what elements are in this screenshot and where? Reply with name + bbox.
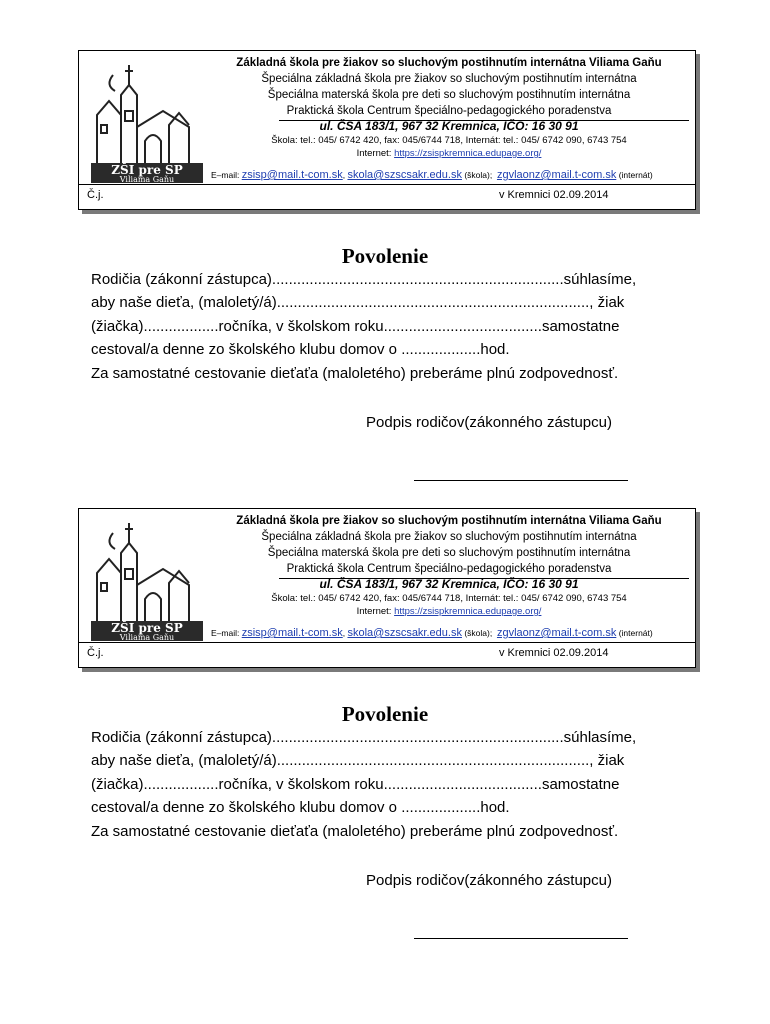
form-line-5: Za samostatné cestovanie dieťaťa (maloletého) preberáme plnú zodpovednosť. bbox=[91, 364, 619, 382]
school-church-logo-icon bbox=[85, 55, 205, 183]
divider bbox=[79, 642, 695, 643]
permission-form-copy-1 bbox=[0, 0, 770, 456]
form-line-3: (žiačka)..................ročníka, v školskom roku......................................samostatne bbox=[91, 775, 620, 793]
svg-text:ZŠI pre SP: ZŠI pre SP bbox=[111, 163, 183, 177]
email-link-3[interactable]: zgvlaonz@mail.t-com.sk bbox=[496, 169, 617, 181]
letterhead-text bbox=[209, 513, 689, 618]
school-phones: Škola: tel.: 045/ 6742 420, fax: 045/6744 718, Internát: tel.: 045/ 6742 090, 6743 754 bbox=[271, 593, 627, 604]
school-address: ul. ČSA 183/1, 967 32 Kremnica, IČO: 16 30 91 bbox=[319, 119, 579, 133]
form-line-2: aby naše dieťa, (maloletý/á)..........................................................................., žiak bbox=[91, 294, 625, 312]
school-internet: Internet: https://zsispkremnica.edupage.org/ bbox=[356, 148, 542, 159]
email-link-2[interactable]: skola@szscsakr.edu.sk bbox=[347, 169, 462, 181]
form-body bbox=[91, 726, 691, 843]
email-link-3[interactable]: zgvlaonz@mail.t-com.sk bbox=[496, 627, 617, 639]
letterhead-box bbox=[78, 508, 696, 668]
svg-text:ZŠI pre SP: ZŠI pre SP bbox=[111, 621, 183, 635]
school-church-logo-icon bbox=[85, 513, 205, 641]
divider bbox=[279, 578, 689, 579]
school-phones: Škola: tel.: 045/ 6742 420, fax: 045/6744 718, Internát: tel.: 045/ 6742 090, 6743 754 bbox=[271, 135, 627, 146]
form-body bbox=[91, 268, 691, 385]
form-title: Povolenie bbox=[341, 244, 429, 268]
email-link-1[interactable]: zsisp@mail.t-com.sk bbox=[241, 169, 343, 181]
letterhead-box bbox=[78, 50, 696, 210]
form-line-1: Rodičia (zákonní zástupca)......................................................................súhlasíme, bbox=[91, 729, 637, 746]
letterhead-text bbox=[209, 55, 689, 160]
divider bbox=[79, 184, 695, 185]
permission-form-copy-2 bbox=[0, 458, 770, 914]
form-line-1: Rodičia (zákonní zástupca)......................................................................súhlasíme, bbox=[91, 271, 637, 288]
school-address: ul. ČSA 183/1, 967 32 Kremnica, IČO: 16 30 91 bbox=[319, 577, 579, 591]
school-name: Základná škola pre žiakov so sluchovým postihnutím internátna Viliama Gaňu bbox=[236, 57, 662, 69]
document-date: v Kremnici 02.09.2014 bbox=[499, 189, 609, 201]
school-line-4: Praktická škola Centrum špeciálno-pedagogického poradenstva bbox=[286, 105, 612, 117]
signature-label: Podpis rodičov(zákonného zástupcu) bbox=[366, 414, 612, 431]
svg-text:Viliama Gaňu: Viliama Gaňu bbox=[119, 175, 175, 183]
signature-label: Podpis rodičov(zákonného zástupcu) bbox=[366, 872, 612, 889]
signature-line bbox=[414, 938, 628, 939]
form-line-5: Za samostatné cestovanie dieťaťa (maloletého) preberáme plnú zodpovednosť. bbox=[91, 822, 619, 840]
school-internet: Internet: https://zsispkremnica.edupage.org/ bbox=[356, 606, 542, 617]
school-emails: E–mail: zsisp@mail.t-com.sk, skola@szscsakr.edu.sk (škola); zgvlaonz@mail.t-com.sk (internát) bbox=[211, 169, 653, 181]
document-date: v Kremnici 02.09.2014 bbox=[499, 647, 609, 659]
email-link-2[interactable]: skola@szscsakr.edu.sk bbox=[347, 627, 462, 639]
form-line-4: cestoval/a denne zo školského klubu domov o ...................hod. bbox=[91, 799, 510, 817]
reference-number-label: Č.j. bbox=[87, 647, 104, 659]
website-link[interactable]: https://zsispkremnica.edupage.org/ bbox=[394, 606, 542, 617]
divider bbox=[279, 120, 689, 121]
school-name: Základná škola pre žiakov so sluchovým postihnutím internátna Viliama Gaňu bbox=[236, 515, 662, 527]
school-line-3: Špeciálna materská škola pre deti so sluchovým postihnutím internátna bbox=[267, 547, 631, 559]
svg-text:Viliama Gaňu: Viliama Gaňu bbox=[119, 633, 175, 641]
form-line-4: cestoval/a denne zo školského klubu domov o ...................hod. bbox=[91, 341, 510, 359]
school-line-3: Špeciálna materská škola pre deti so sluchovým postihnutím internátna bbox=[267, 89, 631, 101]
website-link[interactable]: https://zsispkremnica.edupage.org/ bbox=[394, 148, 542, 159]
school-line-2: Špeciálna základná škola pre žiakov so sluchovým postihnutím internátna bbox=[261, 531, 637, 543]
reference-number-label: Č.j. bbox=[87, 189, 104, 201]
school-emails: E–mail: zsisp@mail.t-com.sk, skola@szscsakr.edu.sk (škola); zgvlaonz@mail.t-com.sk (internát) bbox=[211, 627, 653, 639]
email-link-1[interactable]: zsisp@mail.t-com.sk bbox=[241, 627, 343, 639]
form-title: Povolenie bbox=[341, 702, 429, 726]
form-line-2: aby naše dieťa, (maloletý/á)..........................................................................., žiak bbox=[91, 752, 625, 770]
school-line-4: Praktická škola Centrum špeciálno-pedagogického poradenstva bbox=[286, 563, 612, 575]
form-line-3: (žiačka)..................ročníka, v školskom roku......................................samostatne bbox=[91, 317, 620, 335]
school-line-2: Špeciálna základná škola pre žiakov so sluchovým postihnutím internátna bbox=[261, 73, 637, 85]
